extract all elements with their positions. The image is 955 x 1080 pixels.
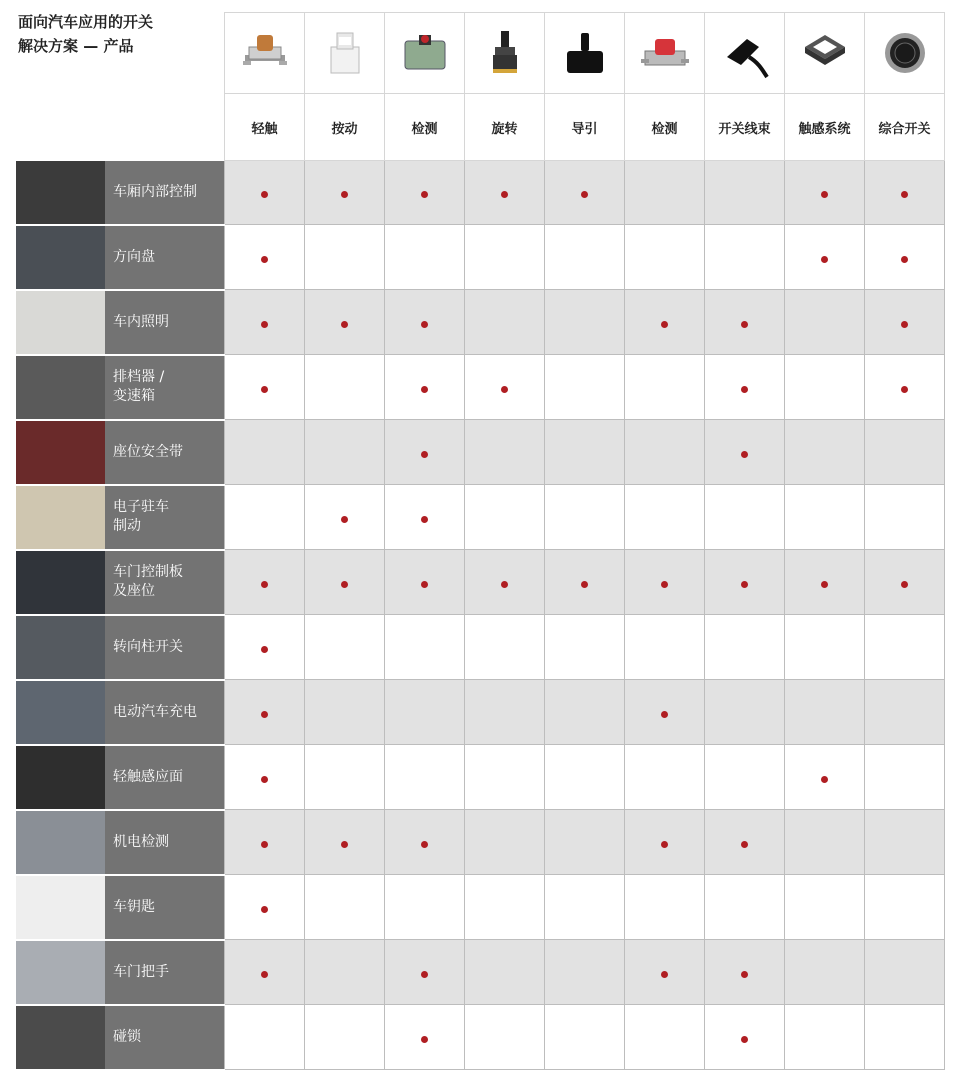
application-label: 车内照明 (105, 290, 225, 355)
matrix-cell (785, 745, 865, 810)
table-row (16, 1005, 945, 1070)
availability-dot (901, 256, 908, 263)
matrix-cell (785, 615, 865, 680)
availability-dot (421, 971, 428, 978)
matrix-cell (465, 615, 545, 680)
availability-dot (821, 776, 828, 783)
matrix-cell (385, 355, 465, 420)
availability-dot (501, 386, 508, 393)
matrix-cell (865, 290, 945, 355)
availability-dot (341, 581, 348, 588)
matrix-cell (545, 161, 625, 225)
matrix-cell (865, 1005, 945, 1070)
table-row (16, 355, 945, 420)
matrix-cell (305, 810, 385, 875)
matrix-cell (865, 940, 945, 1005)
availability-dot (901, 321, 908, 328)
availability-dot (261, 711, 268, 718)
availability-dot (661, 711, 668, 718)
haptic-frame-icon (785, 27, 864, 79)
matrix-cell (305, 161, 385, 225)
table-row (16, 550, 945, 615)
matrix-cell (385, 940, 465, 1005)
application-photo (16, 550, 105, 615)
matrix-cell (305, 875, 385, 940)
availability-dot (581, 581, 588, 588)
availability-dot (661, 581, 668, 588)
availability-dot (741, 321, 748, 328)
availability-dot (501, 581, 508, 588)
matrix-cell (625, 810, 705, 875)
matrix-cell (305, 420, 385, 485)
matrix-cell (225, 680, 305, 745)
availability-dot (661, 321, 668, 328)
availability-dot (661, 971, 668, 978)
table-row (16, 615, 945, 680)
matrix-cell (465, 420, 545, 485)
push-switch-icon (305, 27, 384, 79)
detect-tact-switch-icon (625, 27, 704, 79)
matrix-cell (545, 225, 625, 290)
matrix-cell (305, 485, 385, 550)
availability-dot (821, 581, 828, 588)
availability-dot (341, 321, 348, 328)
application-photo (16, 485, 105, 550)
application-label: 车钥匙 (105, 875, 225, 940)
availability-dot (421, 1036, 428, 1043)
matrix-cell (465, 485, 545, 550)
application-label: 机电检测 (105, 810, 225, 875)
matrix-cell (545, 745, 625, 810)
matrix-cell (465, 875, 545, 940)
matrix-cell (225, 1005, 305, 1070)
matrix-cell (625, 940, 705, 1005)
availability-dot (741, 841, 748, 848)
navigation-joystick-icon (545, 27, 624, 79)
title-line-2: 解决方案 — 产品 (18, 37, 134, 55)
matrix-cell (865, 225, 945, 290)
matrix-cell (865, 680, 945, 745)
availability-dot (341, 191, 348, 198)
availability-dot (421, 581, 428, 588)
application-label: 座位安全带 (105, 420, 225, 485)
availability-dot (261, 906, 268, 913)
matrix-cell (705, 615, 785, 680)
application-label: 方向盘 (105, 225, 225, 290)
matrix-cell (385, 550, 465, 615)
matrix-cell (465, 225, 545, 290)
application-photo (16, 875, 105, 940)
availability-dot (661, 841, 668, 848)
matrix-cell (545, 615, 625, 680)
table-row (16, 875, 945, 940)
availability-dot (341, 841, 348, 848)
matrix-cell (545, 810, 625, 875)
matrix-cell (785, 550, 865, 615)
application-label: 轻触感应面 (105, 745, 225, 810)
matrix-cell (545, 940, 625, 1005)
availability-dot (741, 386, 748, 393)
availability-dot (261, 321, 268, 328)
availability-dot (261, 646, 268, 653)
matrix-cell (785, 1005, 865, 1070)
matrix-cell (465, 355, 545, 420)
matrix-cell (865, 875, 945, 940)
matrix-cell (785, 161, 865, 225)
matrix-cell (705, 680, 785, 745)
matrix-cell (385, 290, 465, 355)
availability-dot (421, 321, 428, 328)
matrix-cell (785, 225, 865, 290)
matrix-cell (705, 810, 785, 875)
matrix-cell (225, 355, 305, 420)
matrix-cell (465, 940, 545, 1005)
table-row (16, 161, 945, 225)
table-row (16, 225, 945, 290)
matrix-cell (865, 615, 945, 680)
matrix-cell (865, 355, 945, 420)
availability-dot (261, 776, 268, 783)
application-photo (16, 420, 105, 485)
application-label: 电子驻车 制动 (105, 485, 225, 550)
matrix-cell (545, 875, 625, 940)
matrix-cell (545, 550, 625, 615)
matrix-cell (225, 485, 305, 550)
availability-dot (821, 256, 828, 263)
matrix-cell (465, 1005, 545, 1070)
matrix-cell (225, 225, 305, 290)
matrix-cell (465, 161, 545, 225)
availability-dot (261, 971, 268, 978)
matrix-cell (785, 290, 865, 355)
matrix-cell (385, 420, 465, 485)
matrix-cell (305, 615, 385, 680)
switch-application-matrix (16, 12, 945, 1071)
product-label-1: 轻触 (225, 94, 305, 161)
matrix-cell (465, 550, 545, 615)
availability-dot (901, 581, 908, 588)
application-label: 车门控制板 及座位 (105, 550, 225, 615)
product-label-3: 检测 (385, 94, 465, 161)
matrix-cell (705, 1005, 785, 1070)
matrix-cell (865, 810, 945, 875)
matrix-cell (785, 680, 865, 745)
matrix-cell (625, 355, 705, 420)
availability-dot (821, 191, 828, 198)
product-image-9 (865, 13, 945, 94)
product-label-5: 导引 (545, 94, 625, 161)
matrix-cell (385, 485, 465, 550)
application-photo (16, 940, 105, 1005)
application-photo (16, 355, 105, 420)
matrix-cell (545, 1005, 625, 1070)
matrix-cell (865, 161, 945, 225)
application-label: 排档器 / 变速箱 (105, 355, 225, 420)
product-image-7 (705, 13, 785, 94)
product-image-5 (545, 13, 625, 94)
matrix-cell (385, 615, 465, 680)
availability-dot (261, 191, 268, 198)
rotary-encoder-icon (465, 27, 544, 79)
matrix-cell (465, 810, 545, 875)
matrix-cell (705, 420, 785, 485)
product-label-4: 旋转 (465, 94, 545, 161)
matrix-cell (225, 940, 305, 1005)
product-label-7: 开关线束 (705, 94, 785, 161)
matrix-cell (385, 225, 465, 290)
matrix-cell (305, 1005, 385, 1070)
matrix-cell (385, 810, 465, 875)
table-row (16, 420, 945, 485)
matrix-cell (705, 745, 785, 810)
matrix-cell (785, 940, 865, 1005)
availability-dot (421, 841, 428, 848)
detector-switch-icon (385, 27, 464, 79)
matrix-cell (625, 225, 705, 290)
application-label: 碰锁 (105, 1005, 225, 1070)
availability-dot (901, 386, 908, 393)
matrix-cell (705, 225, 785, 290)
table-row (16, 745, 945, 810)
availability-dot (341, 516, 348, 523)
availability-dot (261, 256, 268, 263)
availability-dot (741, 581, 748, 588)
availability-dot (421, 451, 428, 458)
availability-dot (421, 191, 428, 198)
matrix-cell (305, 550, 385, 615)
matrix-cell (305, 225, 385, 290)
matrix-cell (625, 615, 705, 680)
matrix-cell (225, 550, 305, 615)
application-label: 车门把手 (105, 940, 225, 1005)
application-label: 车厢内部控制 (105, 161, 225, 225)
matrix-cell (465, 745, 545, 810)
availability-dot (421, 516, 428, 523)
matrix-cell (225, 615, 305, 680)
application-photo (16, 225, 105, 290)
matrix-cell (785, 420, 865, 485)
matrix-cell (385, 1005, 465, 1070)
matrix-cell (545, 290, 625, 355)
title-line-1: 面向汽车应用的开关 (18, 13, 154, 31)
product-label-6: 检测 (625, 94, 705, 161)
matrix-cell (865, 485, 945, 550)
matrix-cell (705, 875, 785, 940)
matrix-cell (625, 161, 705, 225)
matrix-cell (385, 680, 465, 745)
matrix-cell (785, 875, 865, 940)
matrix-cell (865, 745, 945, 810)
matrix-cell (545, 680, 625, 745)
matrix-cell (385, 161, 465, 225)
matrix-cell (705, 161, 785, 225)
switch-harness-icon (705, 27, 784, 79)
start-button-icon (865, 27, 944, 79)
availability-dot (261, 581, 268, 588)
matrix-cell (305, 940, 385, 1005)
matrix-cell (225, 810, 305, 875)
matrix-cell (305, 680, 385, 745)
application-label: 电动汽车充电 (105, 680, 225, 745)
availability-dot (581, 191, 588, 198)
matrix-cell (465, 680, 545, 745)
availability-dot (261, 386, 268, 393)
matrix-cell (625, 875, 705, 940)
application-photo (16, 680, 105, 745)
matrix-cell (225, 290, 305, 355)
application-photo (16, 161, 105, 225)
matrix-cell (625, 290, 705, 355)
table-row (16, 290, 945, 355)
product-label-8: 触感系统 (785, 94, 865, 161)
application-photo (16, 1005, 105, 1070)
matrix-cell (625, 485, 705, 550)
tact-switch-icon (225, 27, 304, 79)
page-title (18, 10, 153, 58)
application-photo (16, 290, 105, 355)
product-image-3 (385, 13, 465, 94)
application-photo (16, 810, 105, 875)
matrix-cell (865, 550, 945, 615)
matrix-cell (305, 290, 385, 355)
matrix-cell (465, 290, 545, 355)
matrix-cell (785, 485, 865, 550)
matrix-cell (785, 355, 865, 420)
matrix-cell (705, 355, 785, 420)
matrix-cell (545, 420, 625, 485)
matrix-cell (865, 420, 945, 485)
matrix-cell (705, 485, 785, 550)
matrix-cell (305, 355, 385, 420)
availability-dot (901, 191, 908, 198)
availability-dot (741, 971, 748, 978)
availability-dot (741, 1036, 748, 1043)
application-photo (16, 745, 105, 810)
matrix-cell (545, 485, 625, 550)
table-row (16, 680, 945, 745)
matrix-cell (705, 550, 785, 615)
matrix-cell (625, 420, 705, 485)
product-image-1 (225, 13, 305, 94)
matrix-cell (785, 810, 865, 875)
availability-dot (741, 451, 748, 458)
product-image-8 (785, 13, 865, 94)
matrix-cell (385, 875, 465, 940)
matrix-cell (625, 745, 705, 810)
matrix-cell (705, 290, 785, 355)
matrix-cell (625, 1005, 705, 1070)
matrix-cell (225, 745, 305, 810)
matrix-cell (225, 161, 305, 225)
matrix-cell (305, 745, 385, 810)
availability-dot (501, 191, 508, 198)
matrix-cell (625, 550, 705, 615)
table-row (16, 940, 945, 1005)
matrix-cell (625, 680, 705, 745)
table-row (16, 485, 945, 550)
product-image-6 (625, 13, 705, 94)
matrix-cell (545, 355, 625, 420)
matrix-cell (225, 420, 305, 485)
availability-dot (421, 386, 428, 393)
product-image-2 (305, 13, 385, 94)
application-label: 转向柱开关 (105, 615, 225, 680)
matrix-cell (385, 745, 465, 810)
product-label-9: 综合开关 (865, 94, 945, 161)
availability-dot (261, 841, 268, 848)
table-row (16, 810, 945, 875)
matrix-cell (705, 940, 785, 1005)
product-label-2: 按动 (305, 94, 385, 161)
matrix-cell (225, 875, 305, 940)
product-image-4 (465, 13, 545, 94)
application-photo (16, 615, 105, 680)
